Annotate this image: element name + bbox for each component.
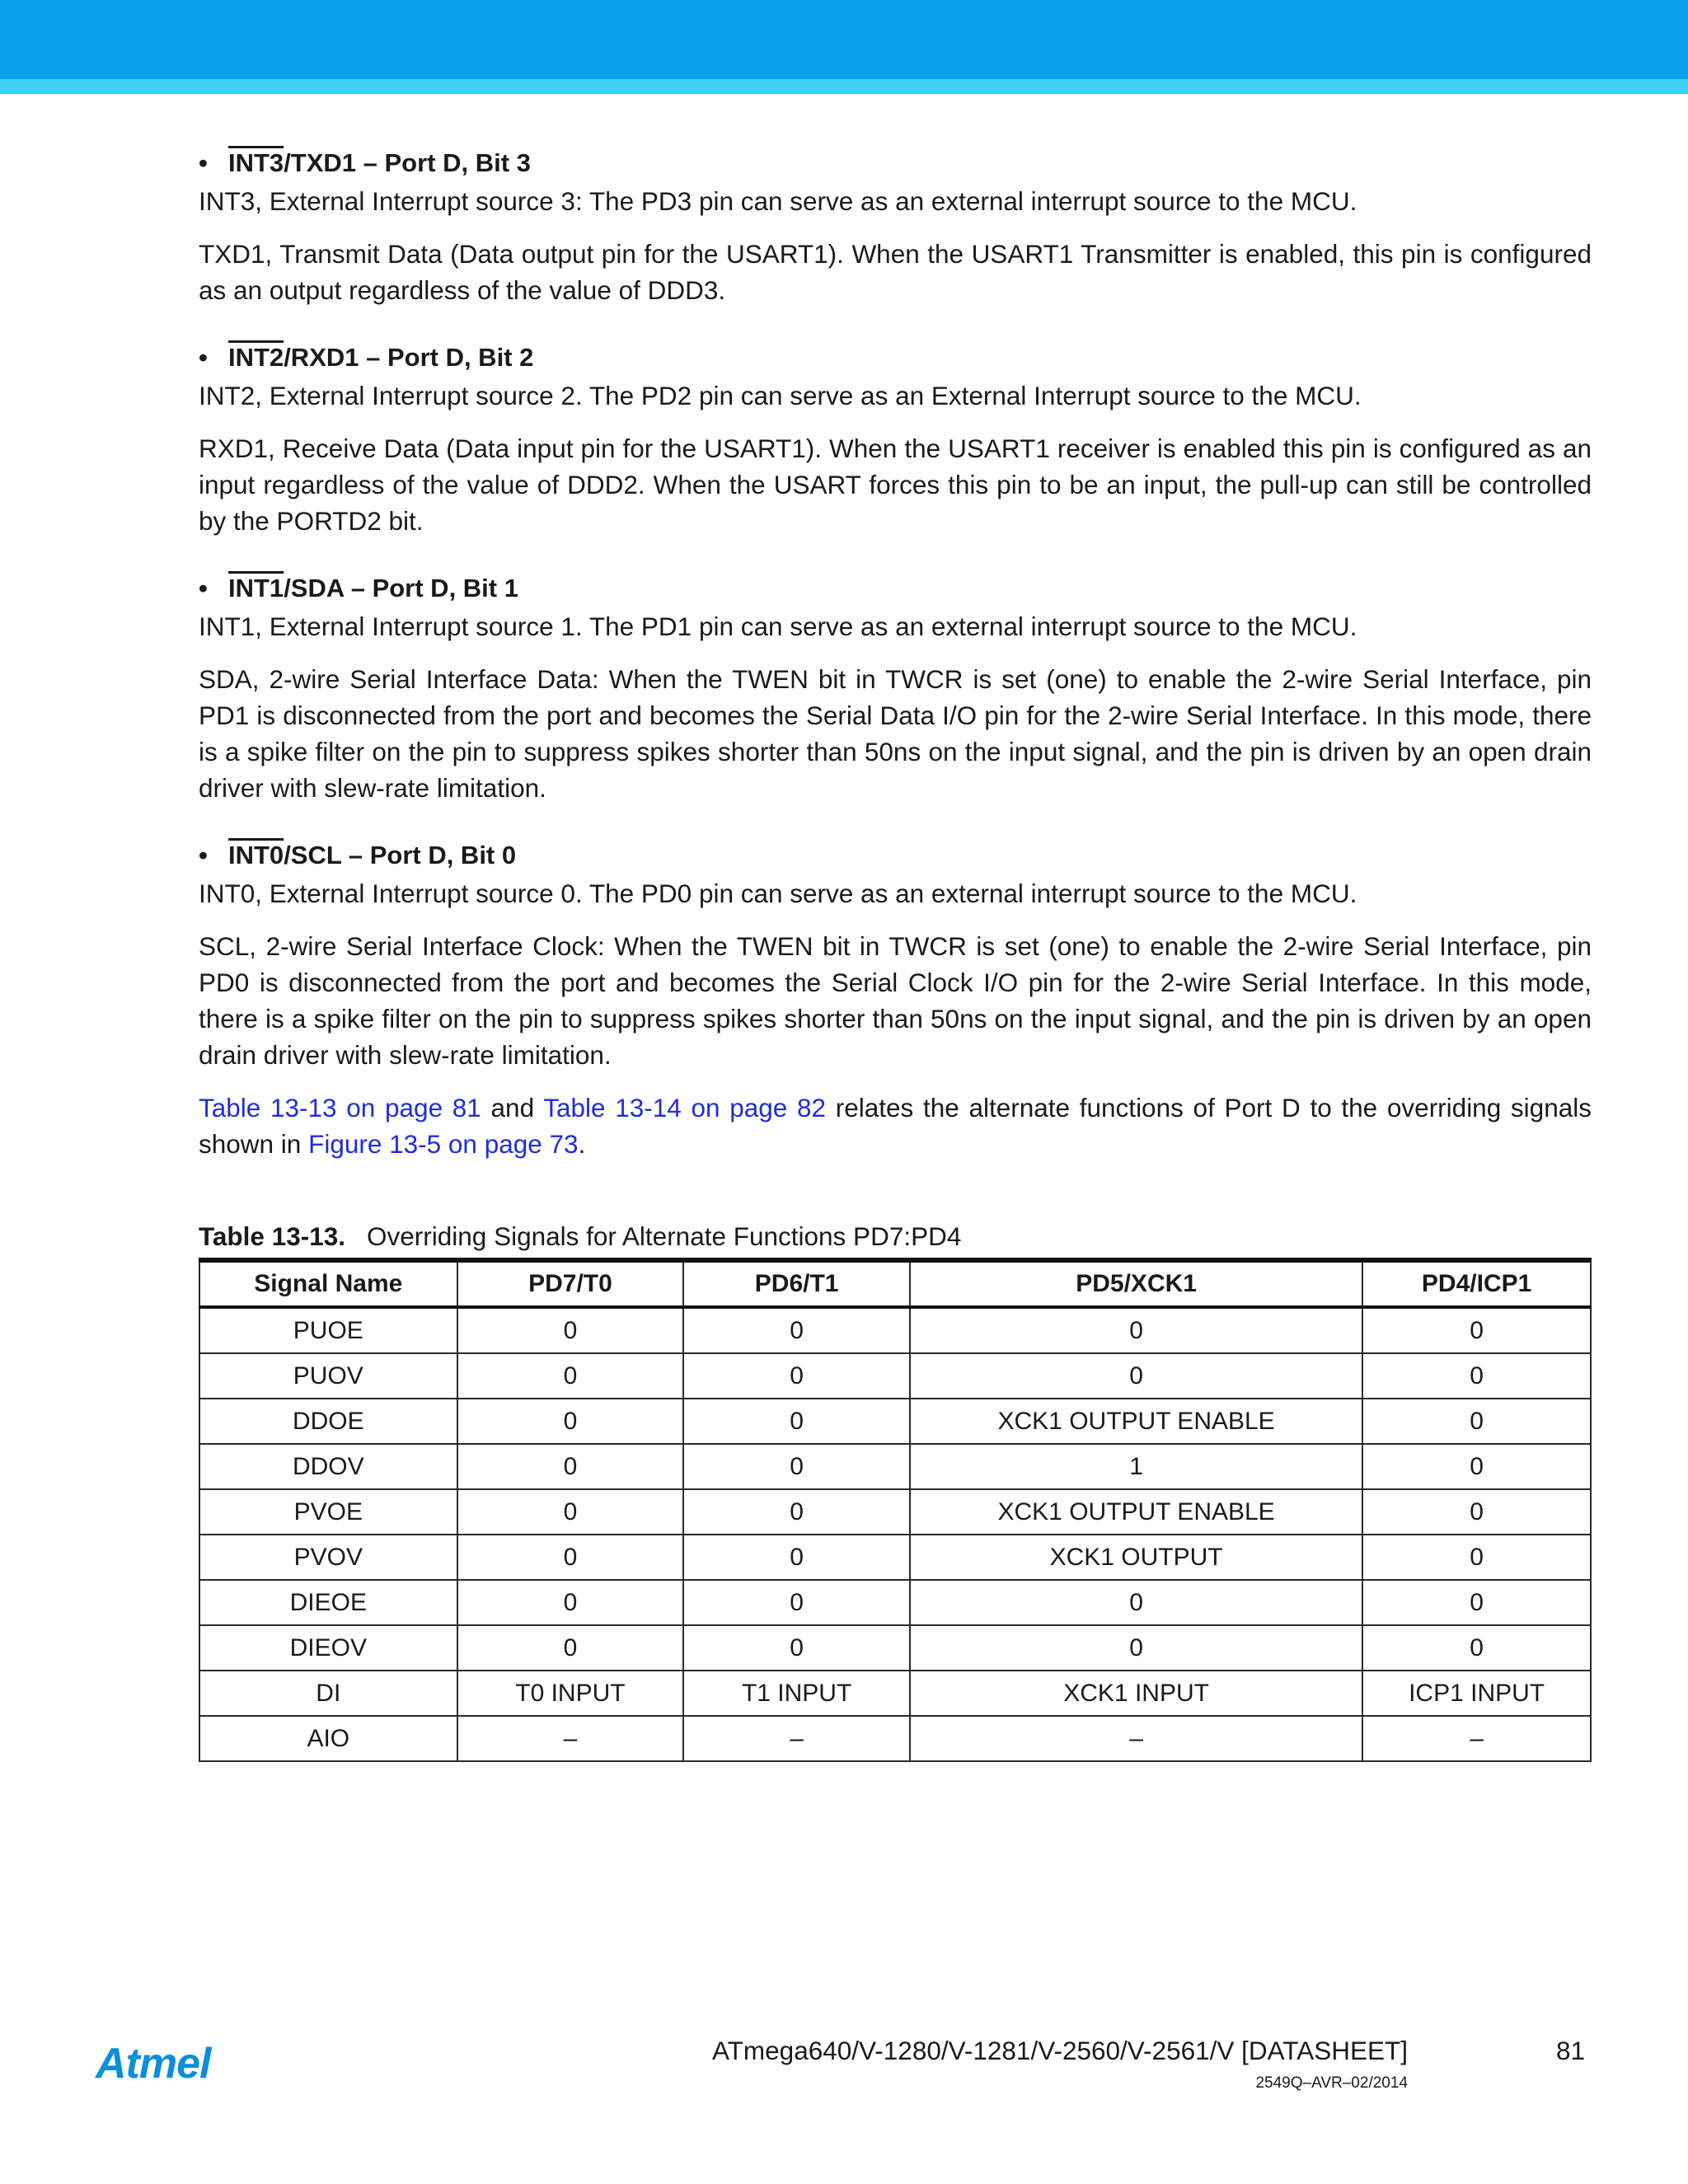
table-cell: 0 (683, 1444, 910, 1489)
table-header-cell: PD7/T0 (457, 1260, 684, 1307)
table-cell: 0 (683, 1580, 910, 1625)
table-cell: DI (199, 1671, 457, 1716)
table-cell: 0 (683, 1535, 910, 1580)
page-content (199, 145, 1592, 1162)
table-cell: PVOV (199, 1535, 457, 1580)
table-cell: 0 (683, 1489, 910, 1535)
table-cell: – (457, 1716, 684, 1761)
heading-overlined-signal: INT1 (228, 574, 284, 602)
section-heading-int2-rxd1 (199, 340, 1592, 376)
table-cell: – (910, 1716, 1362, 1761)
table-cell: PUOE (199, 1307, 457, 1353)
table-caption (199, 1218, 961, 1254)
table-cell: 0 (1362, 1580, 1591, 1625)
link-figure-13-5[interactable]: Figure 13-5 on page 73 (308, 1129, 579, 1159)
table-row (199, 1580, 1591, 1625)
paragraph: SDA, 2-wire Serial Interface Data: When the TWEN bit in TWCR is set (one) to enable the 2-wire Serial Interface, pin PD1 is disconnected from the port and becomes the Serial Data I/O pin for the 2-wire Serial Interface. In this mode, there is a spike filter on the pin to suppress spikes shorter than 50ns on the input signal, and the pin is driven by an open drain driver with slew-rate limitation. (199, 664, 1592, 803)
footer-doc-title: ATmega640/V-1280/V-1281/V-2560/V-2561/V [DATASHEET] (712, 2036, 1408, 2065)
table-cell: XCK1 OUTPUT ENABLE (910, 1399, 1362, 1444)
heading-text: /TXD1 – Port D, Bit 3 (284, 148, 531, 177)
table-cell: 0 (910, 1353, 1362, 1399)
table-cell: – (1362, 1716, 1591, 1761)
table-cell: 0 (457, 1399, 684, 1444)
table-row (199, 1716, 1591, 1761)
table-cell: 0 (457, 1580, 684, 1625)
table-cell: XCK1 OUTPUT (910, 1535, 1362, 1580)
heading-text: /SCL – Port D, Bit 0 (284, 841, 517, 869)
table-cell: XCK1 OUTPUT ENABLE (910, 1489, 1362, 1535)
heading-text: /SDA – Port D, Bit 1 (284, 574, 518, 602)
table-header-cell: PD4/ICP1 (1362, 1260, 1591, 1307)
ref-text: relates the alternate functions of Port D to the overriding signals shown in (199, 1093, 1592, 1159)
bullet: • (199, 148, 208, 177)
paragraph: SCL, 2-wire Serial Interface Clock: When the TWEN bit in TWCR is set (one) to enable the 2-wire Serial Interface, pin PD0 is disconnected from the port and becomes the Serial Clock I/O pin for the 2-wire Serial Interface. In this mode, there is a spike filter on the pin to suppress spikes shorter than 50ns on the input signal, and the pin is driven by an open drain driver with slew-rate limitation. (199, 931, 1592, 1070)
heading-overlined-signal: INT3 (228, 148, 284, 177)
table-row (199, 1535, 1591, 1580)
table-cell: 0 (1362, 1444, 1591, 1489)
heading-overlined-signal: INT0 (228, 841, 284, 869)
table-cell: 0 (1362, 1353, 1591, 1399)
table-cell: DIEOE (199, 1580, 457, 1625)
bullet: • (199, 841, 208, 869)
paragraph: INT1, External Interrupt source 1. The PD1 pin can serve as an external interrupt source to the MCU. (199, 612, 1357, 641)
table-cell: 0 (457, 1535, 684, 1580)
table-cell: 0 (910, 1307, 1362, 1353)
table-header-cell: PD6/T1 (683, 1260, 910, 1307)
table-cell: PVOE (199, 1489, 457, 1535)
paragraph: INT2, External Interrupt source 2. The PD2 pin can serve as an External Interrupt source to the MCU. (199, 381, 1362, 410)
table-cell: DDOE (199, 1399, 457, 1444)
ref-text: . (578, 1129, 586, 1159)
heading-overlined-signal: INT2 (228, 343, 284, 372)
header-bar (0, 0, 1688, 79)
section-heading-int3-txd1 (199, 145, 1592, 181)
table-row (199, 1489, 1591, 1535)
footer-doc-code (1255, 2074, 1489, 2093)
link-table-13-14[interactable]: Table 13-14 on page 82 (543, 1093, 827, 1122)
table-header-cell: PD5/XCK1 (910, 1260, 1362, 1307)
link-table-13-13[interactable]: Table 13-13 on page 81 (199, 1093, 481, 1122)
bullet: • (199, 343, 208, 372)
cross-reference-paragraph (199, 1090, 1592, 1162)
table-cell: – (683, 1716, 910, 1761)
bullet: • (199, 574, 208, 602)
table-cell: 0 (457, 1444, 684, 1489)
table-row (199, 1671, 1591, 1716)
table-header-cell: Signal Name (199, 1260, 457, 1307)
table-row (199, 1353, 1591, 1399)
table-cell: 0 (457, 1307, 684, 1353)
table-cell: 0 (910, 1625, 1362, 1671)
footer-doc-code-text: 2549Q–AVR–02/2014 (1255, 2074, 1408, 2092)
section-heading-int0-scl (199, 837, 1592, 874)
table-cell: 0 (457, 1489, 684, 1535)
table-header-row (199, 1260, 1591, 1307)
table-cell: 0 (683, 1399, 910, 1444)
table-cell: XCK1 INPUT (910, 1671, 1362, 1716)
table-cell: T0 INPUT (457, 1671, 684, 1716)
table-cell: 0 (683, 1625, 910, 1671)
section-heading-int1-sda (199, 570, 1592, 607)
table-cell: 0 (1362, 1625, 1591, 1671)
table-caption-number: Table 13-13. (199, 1221, 346, 1251)
table-row (199, 1399, 1591, 1444)
paragraph: RXD1, Receive Data (Data input pin for the USART1). When the USART1 receiver is enabled this pin is configured as an input regardless of the value of DDD2. When the USART forces this pin to be an input, the pull-up can still be controlled by the PORTD2 bit. (199, 434, 1592, 536)
table-cell: T1 INPUT (683, 1671, 910, 1716)
overriding-signals-table (199, 1258, 1592, 1762)
table-cell: 0 (1362, 1535, 1591, 1580)
table-cell: 0 (457, 1353, 684, 1399)
footer-page-number: 81 (1556, 2036, 1586, 2065)
table-cell: DIEOV (199, 1625, 457, 1671)
table-row (199, 1625, 1591, 1671)
table-cell: 0 (910, 1580, 1362, 1625)
header-accent-stripe (0, 79, 1688, 94)
atmel-logo: Atmel (96, 2040, 211, 2088)
table-cell: DDOV (199, 1444, 457, 1489)
table-row (199, 1307, 1591, 1353)
table-cell: PUOV (199, 1353, 457, 1399)
table-cell: 0 (1362, 1489, 1591, 1535)
table-row (199, 1444, 1591, 1489)
table-cell: 0 (1362, 1399, 1591, 1444)
table-cell: 0 (683, 1307, 910, 1353)
ref-text: and (481, 1093, 544, 1122)
table-cell: 0 (683, 1353, 910, 1399)
table-cell: 0 (1362, 1307, 1591, 1353)
paragraph: INT0, External Interrupt source 0. The PD0 pin can serve as an external interrupt source to the MCU. (199, 879, 1357, 908)
paragraph: TXD1, Transmit Data (Data output pin for the USART1). When the USART1 Transmitter is enabled, this pin is configured as an output regardless of the value of DDD3. (199, 239, 1592, 305)
table-cell: 1 (910, 1444, 1362, 1489)
paragraph: INT3, External Interrupt source 3: The PD3 pin can serve as an external interrupt source to the MCU. (199, 186, 1357, 216)
table-caption-title: Overriding Signals for Alternate Functions PD7:PD4 (367, 1221, 962, 1251)
table-cell: ICP1 INPUT (1362, 1671, 1591, 1716)
table-cell: AIO (199, 1716, 457, 1761)
table-cell: 0 (457, 1625, 684, 1671)
heading-text: /RXD1 – Port D, Bit 2 (284, 343, 534, 372)
